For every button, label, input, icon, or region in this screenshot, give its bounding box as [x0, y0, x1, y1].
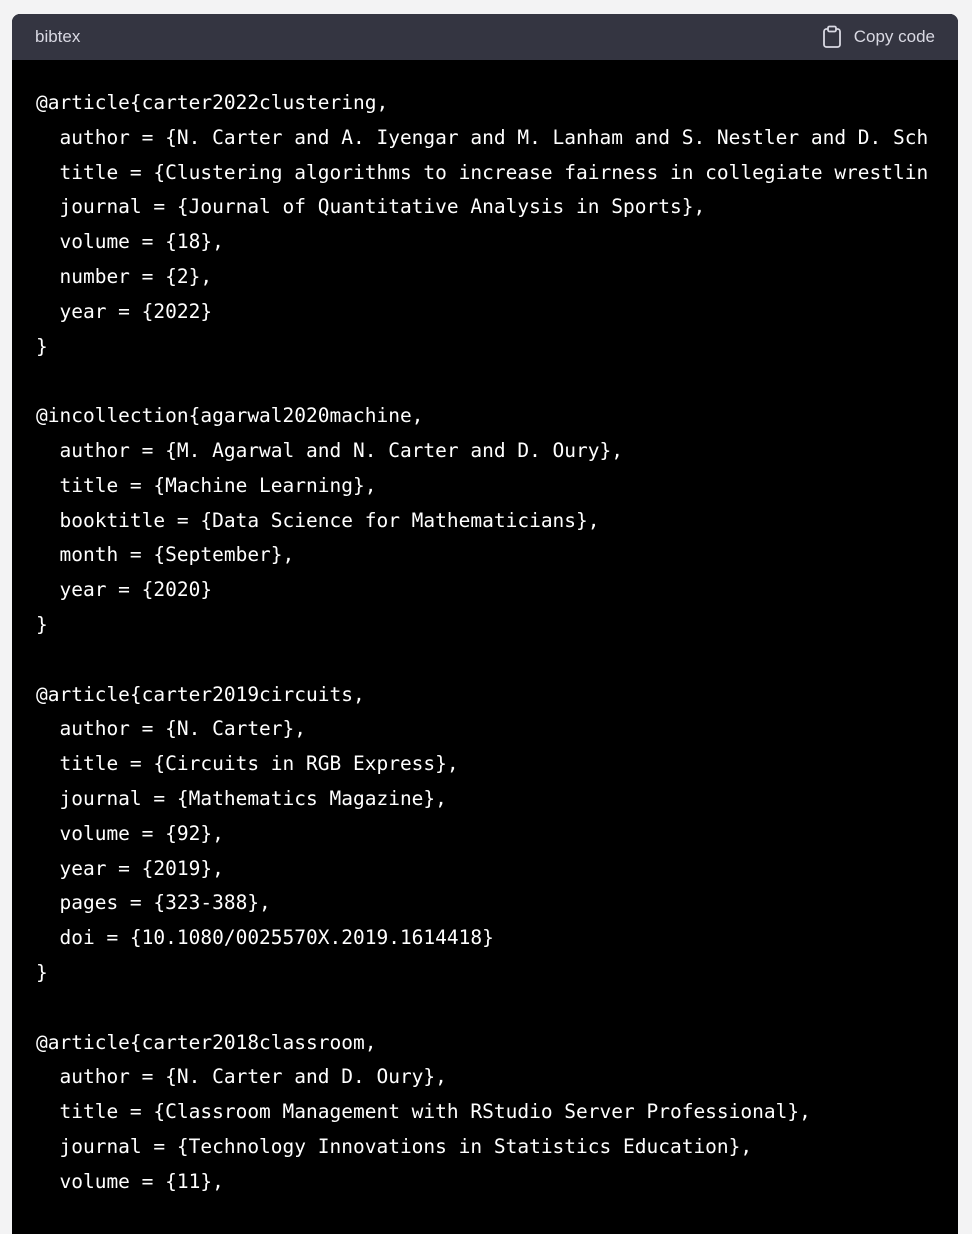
- bibtex-code: @article{carter2022clustering, author = {N. Carter and A. Iyengar and M. Lanham and S. Nestler and D. Sch title = {Clustering algorithms to increase fairness in collegiate wrestlin journal = {Journal of Quantitative Analysis in Sports}, volume = {18}, number = {2}, year = {2022} } @incollection{agarwal2020machine, author = {M. Agarwal and N. Carter and D. Oury}, title = {Machine Learning}, booktitle = {Data Science for Mathematicians}, month = {September}, year = {2020} } @article{carter2019circuits, author = {N. Carter}, title = {Circuits in RGB Express}, journal = {Mathematics Magazine}, volume = {92}, year = {2019}, pages = {323-388}, doi = {10.1080/0025570X.2019.1614418} } @article{carter2018classroom, author = {N. Carter and D. Oury}, title = {Classroom Management with RStudio Server Professional}, journal = {Technology Innovations in Statistics Education}, volume = {11},: [36, 91, 929, 1193]
- copy-code-label: Copy code: [853, 27, 935, 46]
- clipboard-icon: [822, 25, 842, 49]
- code-content: [12, 60, 958, 1200]
- copy-code-button[interactable]: [822, 25, 935, 49]
- code-block-header: [12, 14, 958, 60]
- language-label: bibtex: [35, 27, 81, 46]
- code-block: [12, 14, 958, 1234]
